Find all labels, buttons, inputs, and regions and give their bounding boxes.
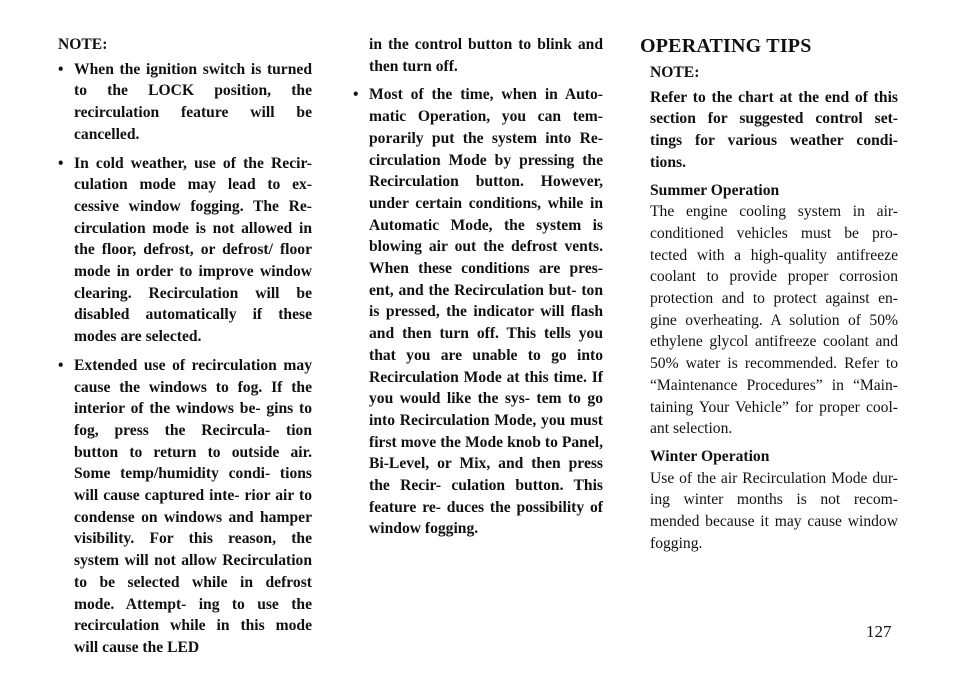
bullet-text: in the control button to blink and then turn off. xyxy=(369,36,603,75)
section-heading: OPERATING TIPS xyxy=(640,35,812,57)
bullet-icon: • xyxy=(58,154,64,172)
recirculation-notes-list xyxy=(58,59,312,659)
left-column xyxy=(58,34,312,666)
bullet-item-extended-use xyxy=(58,355,312,659)
recirculation-notes-list-continued xyxy=(353,34,603,540)
note-text: Refer to the chart at the end of this section for suggested control set- tings for various weather condi- tions. xyxy=(650,88,898,171)
winter-operation-heading: Winter Operation xyxy=(650,447,770,465)
winter-operation-text: Use of the air Recirculation Mode dur- ing winter months is not recom- mended because it may cause window fogging. xyxy=(650,469,898,552)
note-label: NOTE: xyxy=(58,36,108,53)
bullet-text: When the ignition switch is turned to the LOCK position, the recirculation feature will be cancelled. xyxy=(74,60,312,143)
bullet-item-lock-position xyxy=(58,59,312,146)
bullet-text: In cold weather, use of the Recir- culation mode may lead to ex- cessive window fogging. The Re- circulation mode is not allowed in the floor, defrost, or defrost/ floor mode in order to improve window clearing. Recirculation will be disabled automatically if these modes are selected. xyxy=(74,154,312,346)
bullet-icon: • xyxy=(353,86,359,104)
summer-operation-text: The engine cooling system in air- conditioned vehicles must be pro- tected with a high-quality antifreeze coolant to provide proper corrosion protection and to protect against en- gine overheating. A solution of 50% ethylene glycol antifreeze coolant and 50% water is recommended. Refer to “Maintenance Procedures” in “Main- taining Your Vehicle” for proper cool- ant selection. xyxy=(650,203,898,438)
page-number: 127 xyxy=(866,622,892,641)
bullet-item-cold-weather xyxy=(58,153,312,348)
summer-operation-heading: Summer Operation xyxy=(650,181,780,199)
right-column xyxy=(640,34,898,560)
note-label: NOTE: xyxy=(650,64,700,81)
bullet-continuation xyxy=(353,34,603,77)
bullet-icon: • xyxy=(58,356,64,374)
bullet-icon: • xyxy=(58,60,64,78)
middle-column xyxy=(353,34,603,547)
bullet-item-automatic-mode xyxy=(353,84,603,540)
bullet-text: Most of the time, when in Auto- matic Operation, you can tem- porarily put the system into Re- circulation Mode by pressing the Recirculation button. However, under certain conditions, while in Automatic Mode, the system is blowing air out the defrost vents. When these conditions are pres- ent, and the Recirculation but- ton is pressed, the indicator will flash and then turn off. This tells you that you are unable to go into Recirculation Mode at this time. If you would like the sys- tem to go into Recirculation Mode, you must first move the Mode knob to Panel, Bi-Level, or Mix, and then press the Recir- culation button. This feature re- duces the possibility of window fogging. xyxy=(369,86,603,538)
bullet-text: Extended use of recirculation may cause the windows to fog. If the interior of the windows be- gins to fog, press the Recircula- tion button to return to outside air. Some temp/humidity condi- tions will cause captured inte- rior air to condense on windows and hamper visibility. For this reason, the system will not allow Recirculation to be selected while in defrost mode. Attempt- ing to use the recirculation while in this mode will cause the LED xyxy=(74,356,312,656)
